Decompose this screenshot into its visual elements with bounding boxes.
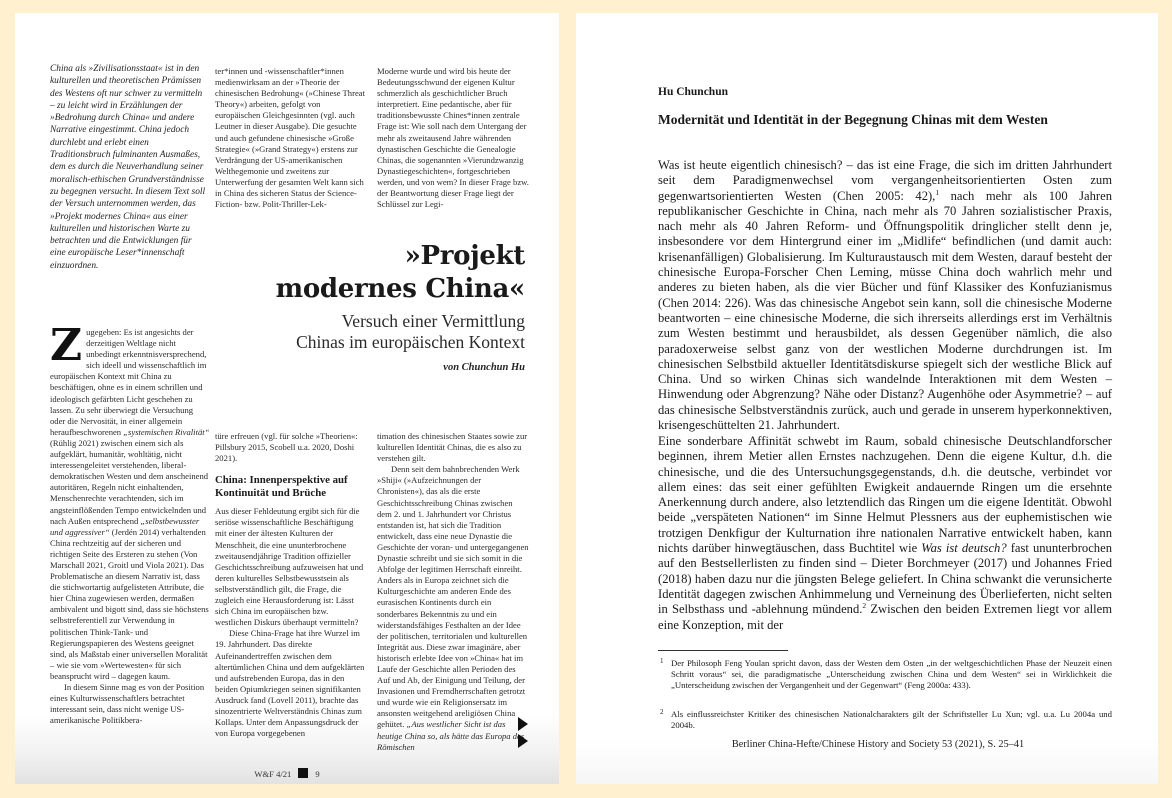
footnote: 1 Der Philosoph Feng Youlan spricht davon, dass der Westen dem Osten „in der weltgeschichtlichen Phase der Neuzeit einen Schritt voraus“ sei, die paradigmatische „Unterscheidung zwischen China und dem Westen“ sei in Wirklichkeit die „Unterscheidung zwischen der Vergangenheit und der Gegenwart“ (Feng 2000a: 433).: [660, 657, 1112, 691]
article-title: Modernität und Identität in der Begegnung Chinas mit dem Westen: [658, 112, 1048, 127]
journal-issue: W&F 4/21: [254, 769, 292, 779]
author-name: Hu Chunchun: [658, 86, 728, 98]
column-1-body: [50, 320, 210, 726]
paragraph: timation des chinesischen Staates sowie zur kulturellen Identität Chinas, die es also zu verstehen gilt.: [377, 431, 528, 464]
footnote-ref[interactable]: 2: [862, 601, 867, 611]
paragraph: Eine sonderbare Affinität schwebt im Raum, sobald chinesische Deutschlandforscher beginnen, ihrem Metier allen Ernstes nachzugehen. Denn die eigene Kultur, d.h. die chinesische, und die des Untersuchungsgegenstands, d.h. die deutsche, verbindet vor allem eines: das seit einer gefühlten Ewigkeit andauernde Ringen um die ersehnte Anerkennung durch andere, also letztendlich das Ringen um die eigene Identität. Obwohl beide „verspäteten Nationen“ im Sinne Helmut Plessners aus der euphemistischen wie trotzigen Denkfigur der Kulturnation ihre nationalen Narrative entwickelt haben, kann nichts darüber hinwegtäuschen, dass Buchtitel wie Was ist deutsch? fast ununterbrochen auf den Bestsellerlisten zu finden sind – Dieter Borchmeyer (2017) und Johannes Fried (2018) haben dazu nur die jüngsten Belege geliefert. In China schwankt die verunsicherte Identität dagegen zwischen Anhimmelung und Verneinung des Überlieferten, nicht selten in Selbsthass und -ablehnung mündend.$^2$ Zwischen den beiden Extremen liegt vor allem eine Konzeption, mit der: [658, 434, 1112, 632]
paragraph: In diesem Sinne mag es von der Position eines Kulturwissenschaftlers betrachtet interessant sein, dass nicht wenige US-amerikanische Politikbera-: [50, 682, 205, 726]
article-title: »Projekt modernes China«: [275, 241, 525, 304]
column-2-top: ter*innen und -wissenschaftler*innen medienwirksam an der »Theorie der chinesischen Bedrohung« (»Chinese Threat Theory«) arbeiten, gefolgt von europäischen Gleichgesinnten (vgl. auch Leutner in dieser Ausgabe). Die gesuchte und auch gefundene chinesische »Große Strategie« (»Grand Strategy«) erstens zur Verdrängung der US-amerikanischen Welthegemonie und zweitens zur Unterwerfung der gesamten Welt kann sich in China des sicheren Status der Science-Fiction- bzw. Polit-Thriller-Lek-: [215, 66, 365, 210]
paragraph: Aus dieser Fehldeutung ergibt sich für die seriöse wissenschaftliche Beschäftigung mit einer der ältesten Kulturen der Menschheit, die eine ununterbrochene zweitausendjährige Tradition offizieller Geschichtsschreibung aufzuweisen hat und deren kulturelles Selbstbewusstsein als selbstverständlich gilt, die Frage, die zugleich eine Herausforderung ist: Lässt sich China im europäischen bzw. westlichen Diskurs überhaupt vermitteln?: [215, 506, 364, 628]
footnote-divider: [658, 650, 788, 651]
article-title-block: [276, 240, 525, 373]
triangle-right-icon: [518, 734, 528, 748]
footnote: 2 Als einflussreichster Kritiker des chinesischen Nationalcharakters gilt der Schriftsteller Lu Xun; vgl. u.a. Lu 2004a und 2004b.: [660, 708, 1112, 731]
right-page-journal: [576, 13, 1158, 784]
page-footer: [15, 768, 559, 779]
page-number: 9: [315, 769, 320, 779]
square-icon: [298, 768, 308, 778]
continue-arrows: [518, 717, 528, 751]
article-subtitle: Versuch einer Vermittlung Chinas im europäischen Kontext: [296, 311, 525, 352]
paragraph: Denn seit dem bahnbrechenden Werk »Shiji« (»Aufzeichnungen der Chronisten«), das als die erste Geschichtsschreibung Chinas zwischen dem 2. und 1. Jahrhundert vor Christus entstanden ist, hat sich die Tradition entwickelt, dass eine neue Dynastie die Geschichte der voran- und untergegangenen Dynastie schreibt und sie sich somit in die Abfolge der legitimen Herrschaft einreiht. Anders als in Europa zeichnet sich die Kulturgeschichte am anderen Ende des eurasischen Kontinents durch ein sonderbares Bekenntnis zu und ein widerstandsfähiges Festhalten an der Idee der politischen, territorialen und kulturellen Integrität aus. Diese zwar imaginäre, aber historisch erlebte Idee von »China« hat im Laufe der Geschichte allen Perioden des Auf und Ab, der Einigung und Teilung, der Invasionen und Fremdherrschaften getrotzt und wurde wie ein Religionsersatz im ansonsten weitgehend areligiösen China gehütet. „Aus westlicher Sicht ist das heutige China so, als hätte das Europa des Römischen: [377, 464, 529, 752]
intro-teaser: China als »Zivilisationsstaat« ist in den kulturellen und theoretischen Prämissen des Westens oft nur schwer zu vermitteln – zu leicht wird in Erzählungen der »Bedrohung durch China« und andere Narrative eingestimmt. China jedoch durchlebt und erlebt einen Traditionsbruch fulminanten Ausmaßes, dem es durch die Neuverhandlung seiner moralisch-ethischen Grundverständnisse zu begegnen versucht. In diesem Text soll der Versuch unternommen werden, das »Projekt modernes China« aus einer kulturellen und historischen Warte zu betrachten und die Entwicklungen für eine europäische Leser*innenschaft einzuordnen.: [50, 64, 206, 271]
page-footer: Berliner China-Hefte/Chinese History and Society 53 (2021), S. 25–41: [731, 739, 1025, 750]
column-3-top: Moderne wurde und wird bis heute der Bedeutungsschwund der eigenen Kultur schmerzlich als geschichtlicher Bruch interpretiert. Eine pedantische, aber für traditionsbewusste Chines*innen zentrale Frage ist: Wie soll nach dem Untergang der mehr als zweitausend Jahre währenden dynastischen Geschichte die Genealogie Chinas, die sogenannten »Vierundzwanzig Dynastiegeschichten«, fortgeschrieben werden, und von wem? In dieser Frage bzw. der Beantwortung dieser Frage liegt der Schlüssel zur Legi-: [377, 66, 529, 210]
footnote-ref[interactable]: 1: [935, 187, 940, 197]
column-2-body: [215, 431, 367, 739]
paragraph: Was ist heute eigentlich chinesisch? – das ist eine Frage, die sich im dritten Jahrhundert seit dem Paradigmenwechsel vom vergangenheitsorientierten Osten zum gegenwartsorientierten Westen (Chen 2005: 42),$^1$ nach mehr als 100 Jahren republikanischer Geschichte in China, nach mehr als 70 Jahren sozialistischer Praxis, nach mehr als 40 Jahren Reform- und Öffnungspolitik dringlicher stellt denn je, insbesondere vor dem Hintergrund einer im „Midlife“ befindlichen (und damit auch: krisenanfälligen) Globalisierung. Im Kulturaustausch mit dem Westen, darauf besteht der chinesische Europa-Forscher Chen Leming, müsse China doch wahrlich mehr und anderes zu bieten haben, als die vier Bücher und fünf Klassiker des Konfuzianismus (Chen 2014: 226). Was das chinesische Angebot sein kann, soll die chinesische Moderne beantworten – eine chinesische Moderne, die sich ihrerseits allerdings erst im Verhältnis zum Westen bestimmt und herausbildet, als dessen Gegenüber nämlich, die also paradoxerweise selbst ganz von der westlichen Moderne durchdrungen ist. Im chinesischen Selbstbild aktueller Identitätsdiskurse spiegelt sich der westliche Blick auf China. Und so wirken Chinas sich wandelnde Interaktionen mit dem Westen – Hinwendung oder Abgrenzung? Nähe oder Distanz? Augenhöhe oder Asymmetrie? – auf das chinesische Selbstverständnis zurück, auch und gerade in unserem hyperkonnektiven, krisengeschüttelten 21. Jahrhundert.: [658, 158, 1112, 433]
section-heading: China: Innenperspektive auf Kontinuität und Brüche: [215, 474, 348, 500]
paragraph: Zugegeben: Es ist angesichts der derzeitigen Weltlage nicht unbedingt erkenntnisversprechend, sich ideell und wissenschaftlich im europäischen Kontext mit China zu beschäftigen, ohne es in einem schrillen und ideologisch gefärbten Licht geschehen zu lassen. Zu sehr überwiegt die Versuchung oder die Nervosität, in einer allgemein heraufbeschworenen „systemischen Rivalität“ (Rühlig 2021) zwischen einem sich als aufgeklärt, humanitär, wohltätig, nicht interessengeleitet verstehenden, liberal-demokratischen Westen und dem anscheinend autoritären, Regeln nicht einhaltenden, Menschenrechte verachtenden, sich im angsteinflößenden Tempo entwickelnden und nach Außen entsprechend „selbstbewusster und aggressiver“ (Jerdén 2014) verhaltenden China rechtzeitig auf der sicheren und richtigen Seite des Ersteren zu stehen (Von Marschall 2021, Groitl und Viola 2021). Das Problematische an diesem Narrativ ist, dass die stichwortartig aufgelisteten Attribute, die hier China zugewiesen werden, dermaßen ambivalent und bigott sind, dass sie höchstens selbstreferentiell zur Verwendung in politischen Think-Tank- und Regierungspapieren des Westens geeignet sind, als Maßstab einer universellen Moralität – wie sie vom »Wertewesten« für sich beansprucht wird – dagegen kaum.: [50, 320, 210, 681]
left-page-magazine: [15, 13, 559, 784]
column-3-body: [377, 431, 529, 753]
triangle-right-icon: [518, 717, 528, 731]
byline: von Chunchun Hu: [443, 362, 525, 373]
paragraph: türe erfreuen (vgl. für solche »Theorien«: Pillsbury 2015, Scobell u.a. 2020, Doshi 2021).: [215, 431, 358, 464]
paragraph: Diese China-Frage hat ihre Wurzel im 19. Jahrhundert. Das direkte Aufeinandertreffen zwischen dem altertümlichen China und dem aufgeklärten und aufstrebenden Europa, das in den beiden Opiumkriegen seinen signifikanten Ausdruck fand (Lovell 2011), brachte das sinozentrierte Weltverständnis Chinas zum Kollaps. Unter dem Anpassungsdruck der von Europa vorgegebenen: [215, 628, 365, 739]
drop-cap: Z: [50, 320, 83, 371]
